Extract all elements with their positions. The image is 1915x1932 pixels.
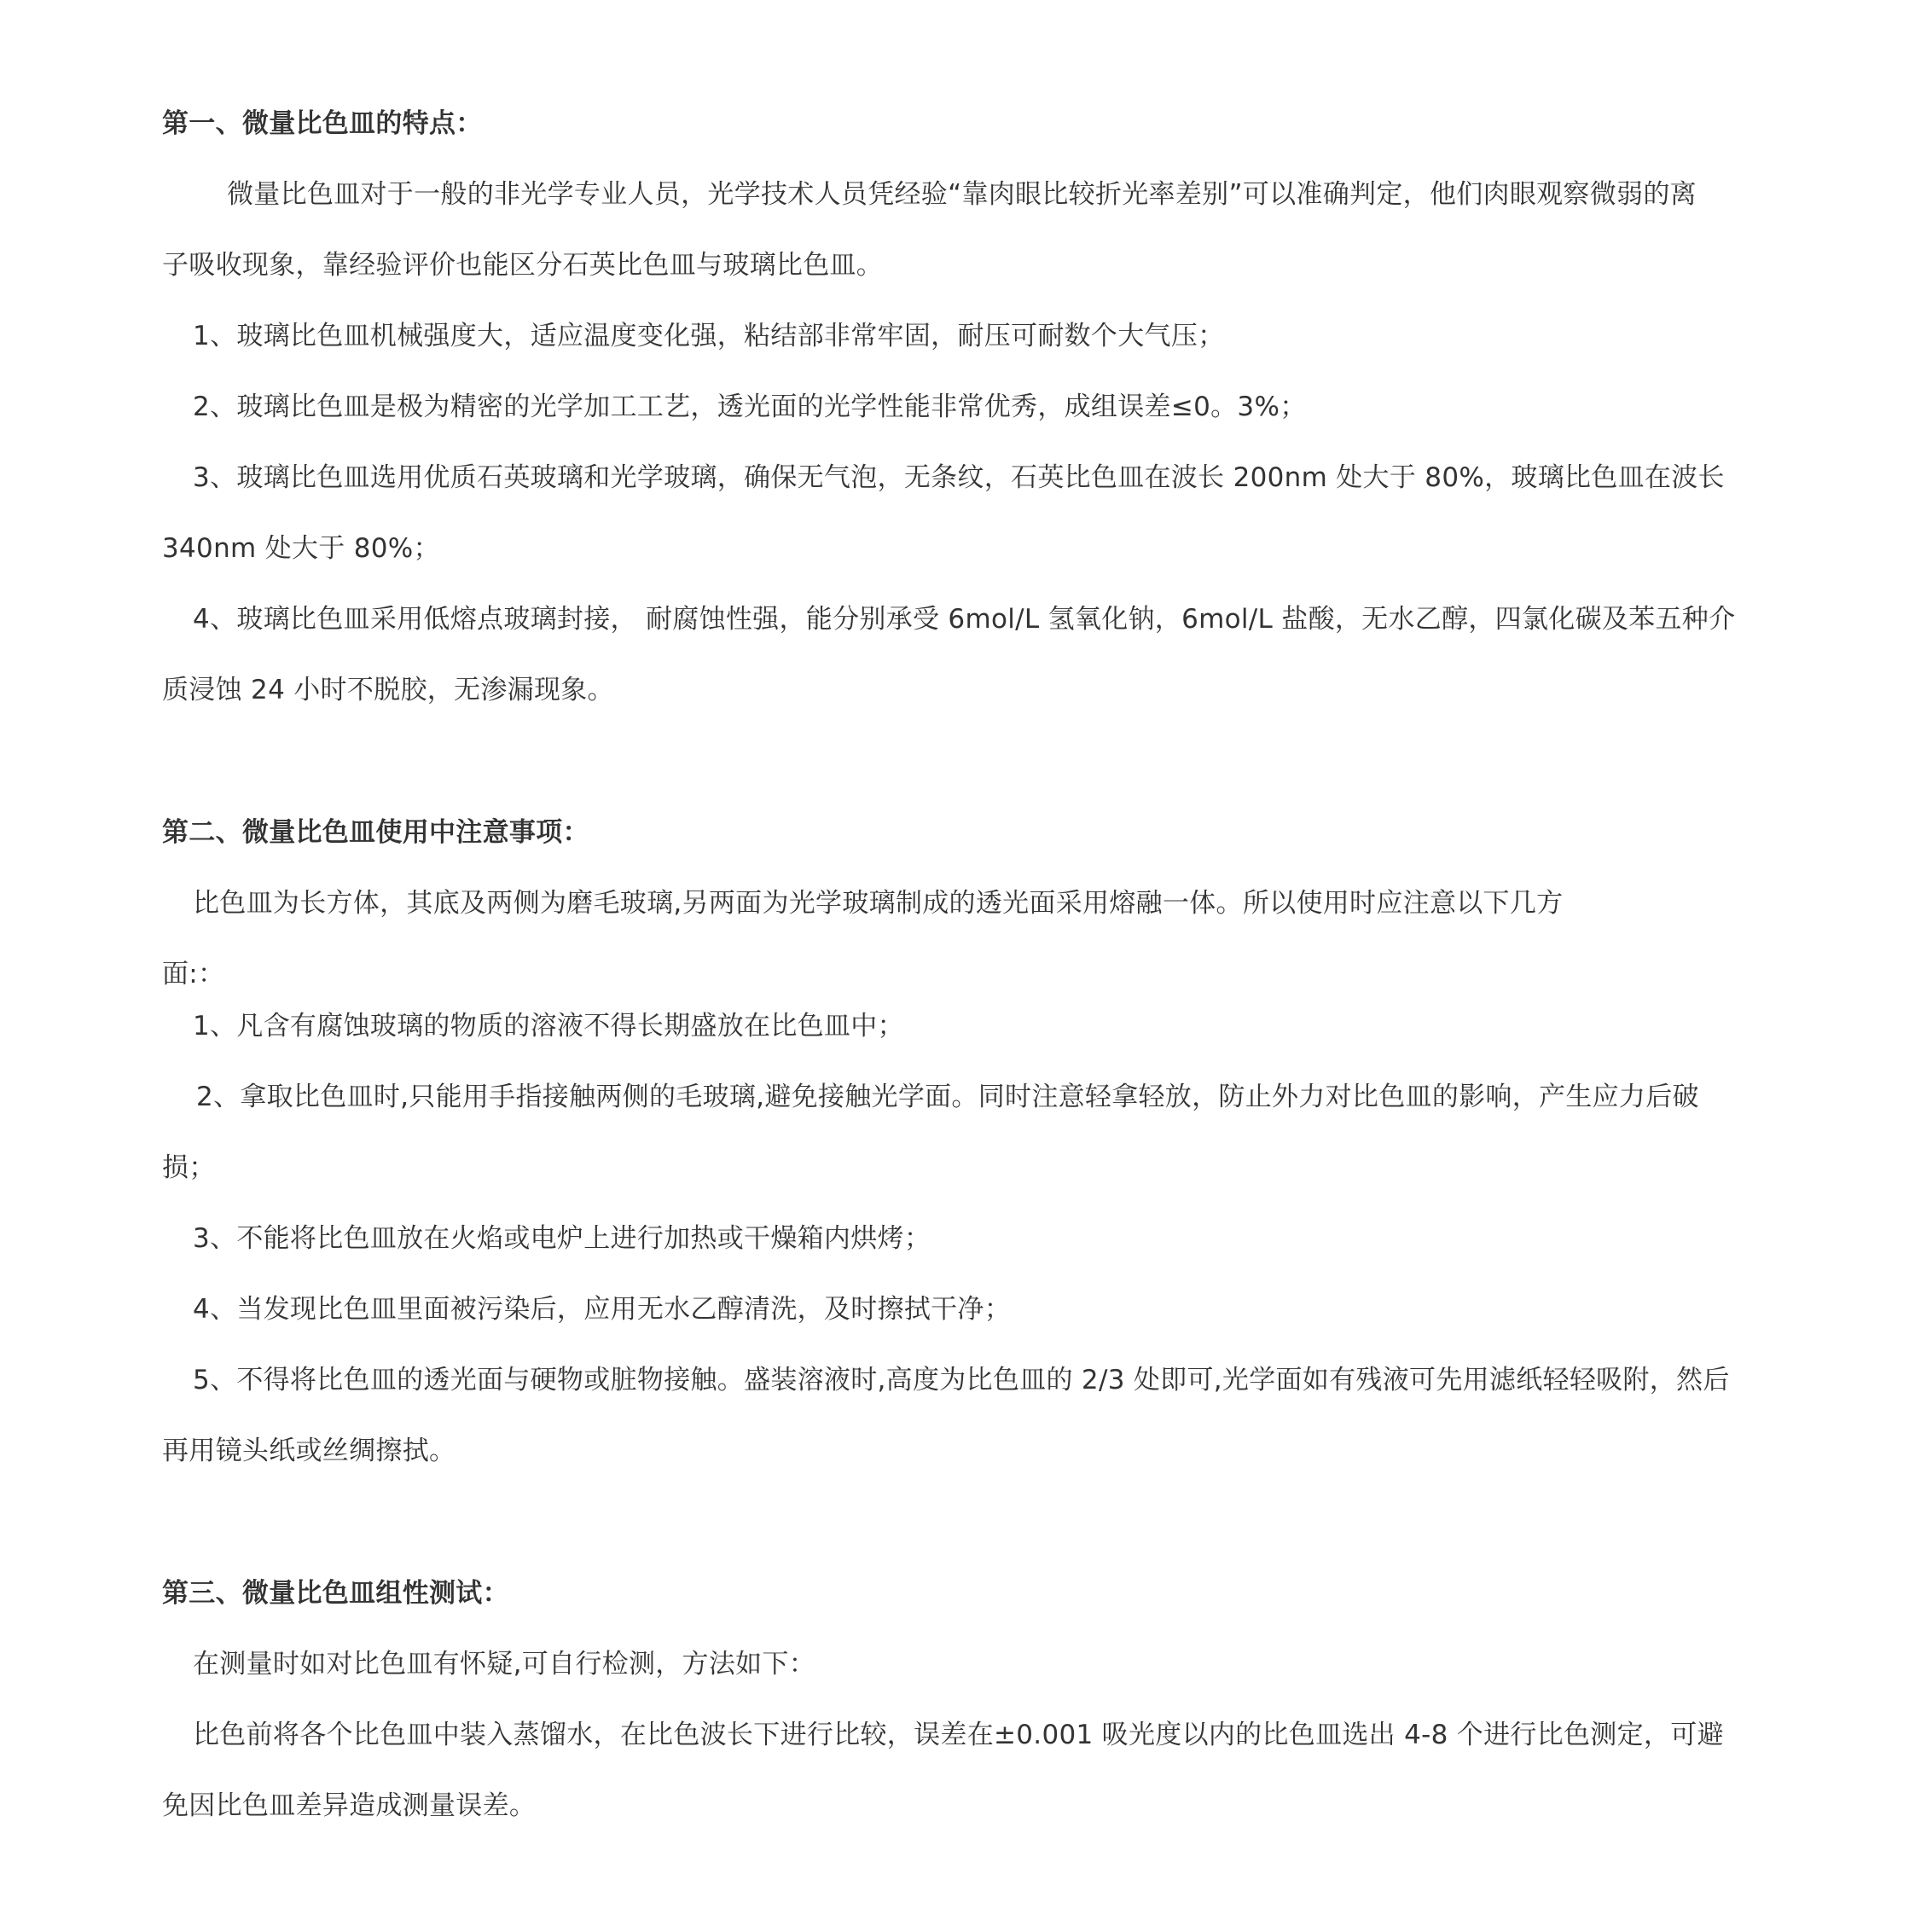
section1-item1: 1、玻璃比色皿机械强度大，适应温度变化强，粘结部非常牢固，耐压可耐数个大气压； <box>193 321 1225 351</box>
section1-intro-line1: 微量比色皿对于一般的非光学专业人员，光学技术人员凭经验“靠肉眼比较折光率差别”可以准确判定，他们肉眼观察微弱的离 <box>227 179 1697 210</box>
section3-paragraph1: 在测量时如对比色皿有怀疑,可自行检测，方法如下： <box>193 1649 816 1680</box>
section2-intro-line1: 比色皿为长方体，其底及两侧为磨毛玻璃,另两面为光学玻璃制成的透光面采用熔融一体。所以使用时应注意以下几方 <box>193 888 1564 919</box>
section2-item2-line1: 2、拿取比色皿时,只能用手指接触两侧的毛玻璃,避免接触光学面。同时注意轻拿轻放，防止外力对比色皿的影响，产生应力后破 <box>196 1082 1699 1112</box>
section2-item5-line1: 5、不得将比色皿的透光面与硬物或脏物接触。盛装溶液时,高度为比色皿的 2/3 处即可,光学面如有残液可先用滤纸轻轻吸附，然后 <box>193 1365 1730 1395</box>
section1-item3-line2: 340nm 处大于 80%； <box>162 533 440 564</box>
section1-item4-line2: 质浸蚀 24 小时不脱胶，无渗漏现象。 <box>162 675 614 705</box>
section2-heading: 第二、微量比色皿使用中注意事项： <box>162 817 589 848</box>
section2-item3: 3、不能将比色皿放在火焰或电炉上进行加热或干燥箱内烘烤； <box>193 1223 931 1254</box>
section2-item1: 1、凡含有腐蚀玻璃的物质的溶液不得长期盛放在比色皿中； <box>193 1011 904 1041</box>
section2-item2-line2: 损； <box>162 1152 216 1183</box>
section1-item2: 2、玻璃比色皿是极为精密的光学加工工艺，透光面的光学性能非常优秀，成组误差≤0。3%； <box>193 392 1307 422</box>
section3-heading: 第三、微量比色皿组性测试： <box>162 1578 509 1609</box>
section2-item4: 4、当发现比色皿里面被污染后，应用无水乙醇清洗，及时擦拭干净； <box>193 1294 1012 1325</box>
section1-item3-line1: 3、玻璃比色皿选用优质石英玻璃和光学玻璃，确保无气泡，无条纹，石英比色皿在波长 200nm 处大于 80%，玻璃比色皿在波长 <box>193 462 1725 493</box>
section3-paragraph2-line1: 比色前将各个比色皿中装入蒸馏水，在比色波长下进行比较，误差在±0.001 吸光度以内的比色皿选出 4-8 个进行比色测定，可避 <box>193 1720 1724 1750</box>
section1-intro-line2: 子吸收现象，靠经验评价也能区分石英比色皿与玻璃比色皿。 <box>162 250 884 281</box>
section2-item5-line2: 再用镜头纸或丝绸擦拭。 <box>162 1436 456 1466</box>
section1-item4-line1: 4、玻璃比色皿采用低熔点玻璃封接， 耐腐蚀性强，能分别承受 6mol/L 氢氧化钠，6mol/L 盐酸，无水乙醇，四氯化碳及苯五种介 <box>193 604 1736 635</box>
section3-paragraph2-line2: 免因比色皿差异造成测量误差。 <box>162 1790 537 1821</box>
section1-heading: 第一、微量比色皿的特点： <box>162 108 483 139</box>
section2-intro-line2: 面:： <box>162 959 225 989</box>
